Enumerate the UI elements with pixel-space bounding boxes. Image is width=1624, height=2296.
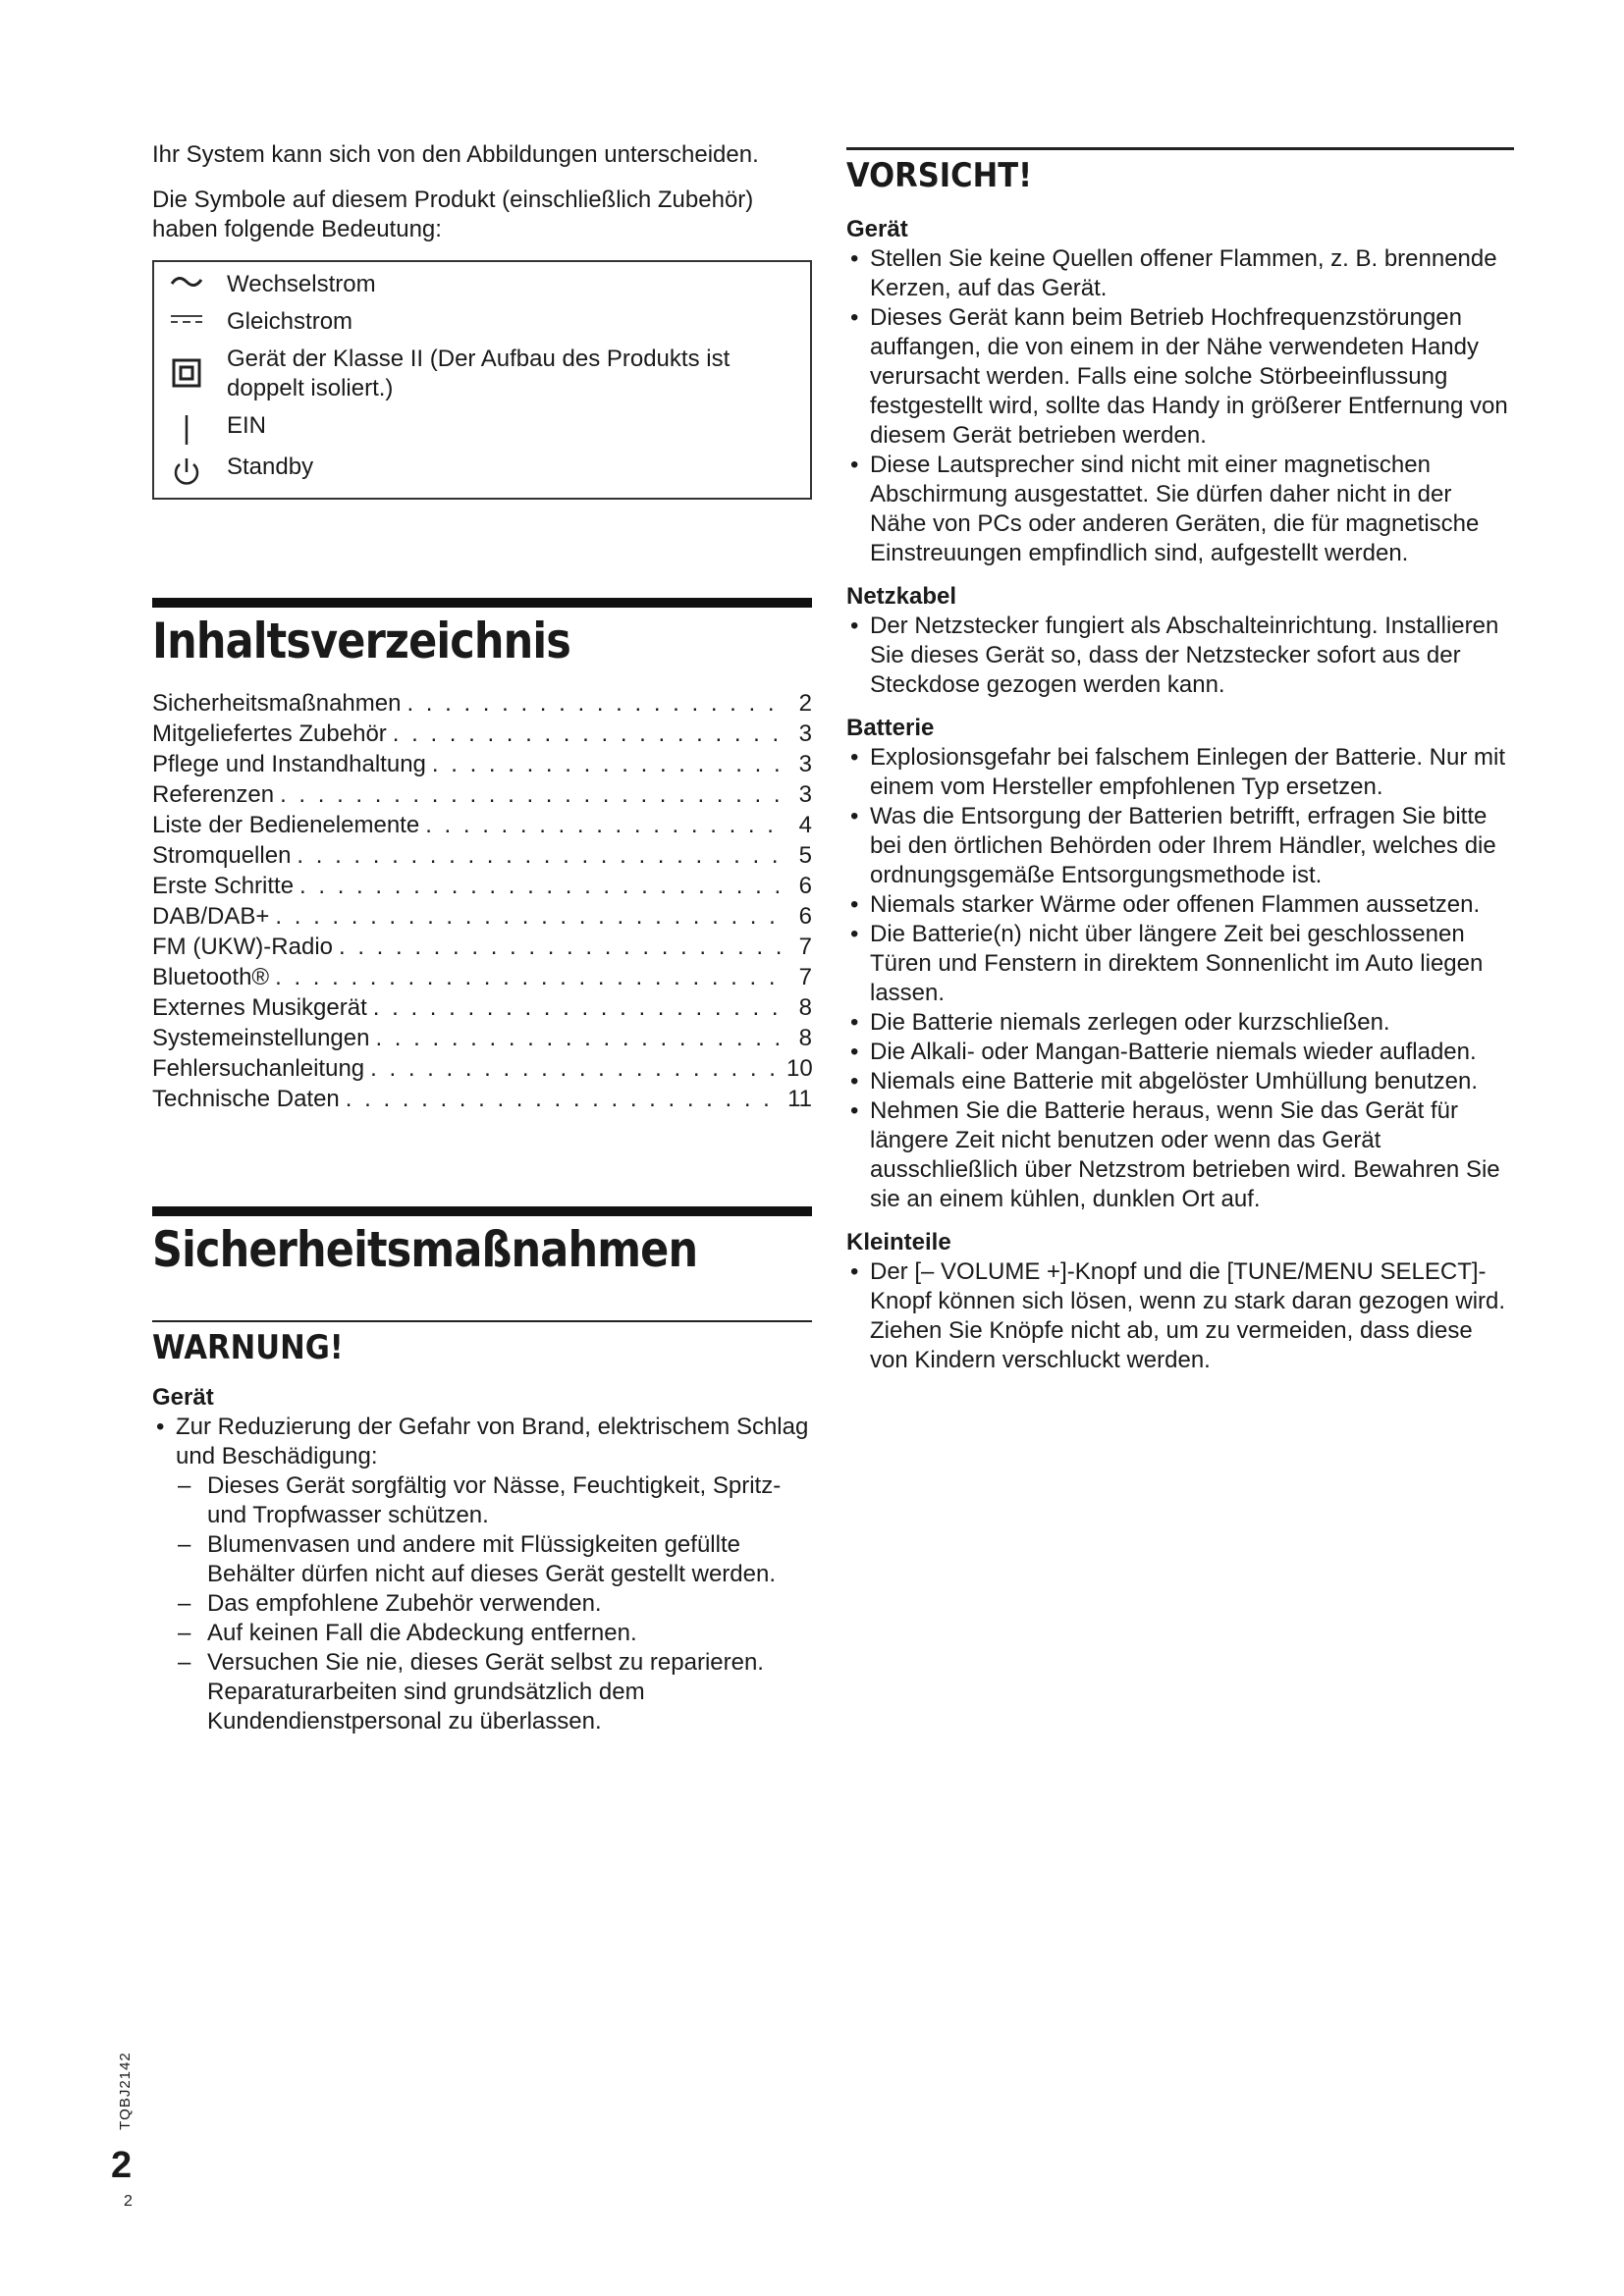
toc-entry[interactable]: Externes Musikgerät . . . 8 [152,992,812,1023]
symbol-label: Wechselstrom [227,271,376,297]
warning-bullet: • Zur Reduzierung der Gefahr von Brand, elektrischem Schlag und Beschädigung: [152,1413,812,1471]
safety-section [152,1206,812,1736]
intro-note: Ihr System kann sich von den Abbildungen unterscheiden. [152,141,759,168]
right-column [846,147,1514,1375]
toc-entry[interactable]: Referenzen . . . 3 [152,779,812,810]
warning-dash-item: – Versuchen Sie nie, dieses Gerät selbst zu reparieren. Reparaturarbeiten sind grundsätzlich dem Kundendienstpersonal zu überlassen. [152,1648,812,1736]
toc-entry[interactable]: Stromquellen . . . 5 [152,840,812,871]
page-number: 2 [111,2145,133,2186]
caution-bullet: • Explosionsgefahr bei falschem Einlegen der Batterie. Nur mit einem vom Hersteller empfohlenen Typ ersetzen. [846,743,1514,802]
caution-bullet: • Der Netzstecker fungiert als Abschalteinrichtung. Installieren Sie dieses Gerät so, dass der Netzstecker sofort aus der Steckdose gezogen werden kann. [846,612,1514,700]
symbol-row [166,453,796,488]
toc-entry[interactable]: Pflege und Instandhaltung . . . 3 [152,749,812,779]
class-ii-equipment-icon [166,345,207,388]
power-on-icon [166,411,207,445]
alternating-current-icon [166,270,207,290]
toc-entry[interactable]: Sicherheitsmaßnahmen . . . 2 [152,688,812,719]
caution-group-heading: Kleinteile [846,1229,951,1255]
document-code: TQBJ2142 [117,2052,134,2130]
toc-entry[interactable]: FM (UKW)-Radio . . . 7 [152,932,812,962]
symbol-row [166,307,796,337]
symbols-intro: Die Symbole auf diesem Produkt (einschließlich Zubehör) haben folgende Bedeutung: [152,187,754,242]
caution-bullet: • Die Batterie niemals zerlegen oder kurzschließen. [846,1008,1514,1038]
toc-entry[interactable]: Bluetooth® . . . 7 [152,962,812,992]
symbol-row [166,270,796,299]
caution-title: VORSICHT! [846,156,1033,195]
toc-entry[interactable]: Systemeinstellungen . . . 8 [152,1023,812,1053]
section-divider [152,598,812,608]
warning-dash-item: – Dieses Gerät sorgfältig vor Nässe, Feuchtigkeit, Spritz- und Tropfwasser schützen. [152,1471,812,1530]
toc-title: Inhaltsverzeichnis [152,613,571,669]
toc-entry[interactable]: Mitgeliefertes Zubehör . . . 3 [152,719,812,749]
toc-entry[interactable]: DAB/DAB+ . . . 6 [152,901,812,932]
symbol-label: Gerät der Klasse II (Der Aufbau des Produkts ist doppelt isoliert.) [227,346,731,401]
caution-bullet: • Was die Entsorgung der Batterien betrifft, erfragen Sie bitte bei den örtlichen Behörden oder Ihrem Händler, welches die ordnungsgemäße Entsorgungsmethode ist. [846,802,1514,890]
subsection-rule [846,147,1514,150]
caution-group-heading: Netzkabel [846,583,957,610]
subsection-rule [152,1320,812,1322]
symbol-label: Standby [227,454,314,480]
symbol-label: Gleichstrom [227,308,353,335]
caution-bullet: • Die Batterie(n) nicht über längere Zeit bei geschlossenen Türen und Fenstern in direktem Sonnenlicht im Auto liegen lassen. [846,920,1514,1008]
symbol-row [166,345,796,403]
direct-current-icon [166,307,207,327]
caution-bullet: • Dieses Gerät kann beim Betrieb Hochfrequenzstörungen auffangen, die von einem in der Nähe verwendeten Handy verursacht werden. Falls eine solche Störbeeinflussung festgestellt wird, sollte das Handy in größerer Entfernung von diesem Gerät betrieben werden. [846,303,1514,451]
warning-dash-item: – Das empfohlene Zubehör verwenden. [152,1589,812,1619]
safety-title: Sicherheitsmaßnahmen [152,1221,698,1278]
toc-entry[interactable]: Erste Schritte . . . 6 [152,871,812,901]
caution-bullet: • Diese Lautsprecher sind nicht mit einer magnetischen Abschirmung ausgestattet. Sie dürfen daher nicht in der Nähe von PCs oder anderen Geräten, die für magnetische Einstreuungen empfindlich sind, aufgestellt werden. [846,451,1514,568]
caution-bullet: • Niemals eine Batterie mit abgelöster Umhüllung benutzen. [846,1067,1514,1096]
caution-bullet: • Die Alkali- oder Mangan-Batterie niemals wieder aufladen. [846,1038,1514,1067]
warning-dash-item: – Auf keinen Fall die Abdeckung entfernen. [152,1619,812,1648]
standby-icon [166,453,207,488]
caution-bullet: • Der [– VOLUME +]-Knopf und die [TUNE/MENU SELECT]-Knopf können sich lösen, wenn zu stark daran gezogen wird. Ziehen Sie Knöpfe nicht ab, um zu vermeiden, dass diese von Kindern verschluckt werden. [846,1257,1514,1375]
symbol-label: EIN [227,412,267,439]
toc-section [152,598,812,1114]
warning-title: WARNUNG! [152,1328,344,1367]
toc-list [152,688,812,1114]
warning-dash-item: – Blumenvasen und andere mit Flüssigkeiten gefüllte Behälter dürfen nicht auf dieses Gerät gestellt werden. [152,1530,812,1589]
warning-group-heading: Gerät [152,1384,214,1411]
caution-group-heading: Batterie [846,715,935,741]
toc-entry[interactable]: Fehlersuchanleitung . . . 10 [152,1053,812,1084]
symbols-legend-box [152,260,812,500]
caution-group-heading: Gerät [846,216,908,242]
toc-entry[interactable]: Liste der Bedienelemente . . . 4 [152,810,812,840]
page-number-small: 2 [124,2193,133,2210]
left-column [152,140,812,1736]
caution-bullet: • Niemals starker Wärme oder offenen Flammen aussetzen. [846,890,1514,920]
caution-bullet: • Nehmen Sie die Batterie heraus, wenn Sie das Gerät für längere Zeit nicht benutzen oder wenn das Gerät ausschließlich über Netzstrom betrieben wird. Bewahren Sie sie an einem kühlen, dunklen Ort auf. [846,1096,1514,1214]
toc-entry[interactable]: Technische Daten . . . 11 [152,1084,812,1114]
symbol-row [166,411,796,445]
caution-bullet: • Stellen Sie keine Quellen offener Flammen, z. B. brennende Kerzen, auf das Gerät. [846,244,1514,303]
section-divider [152,1206,812,1216]
